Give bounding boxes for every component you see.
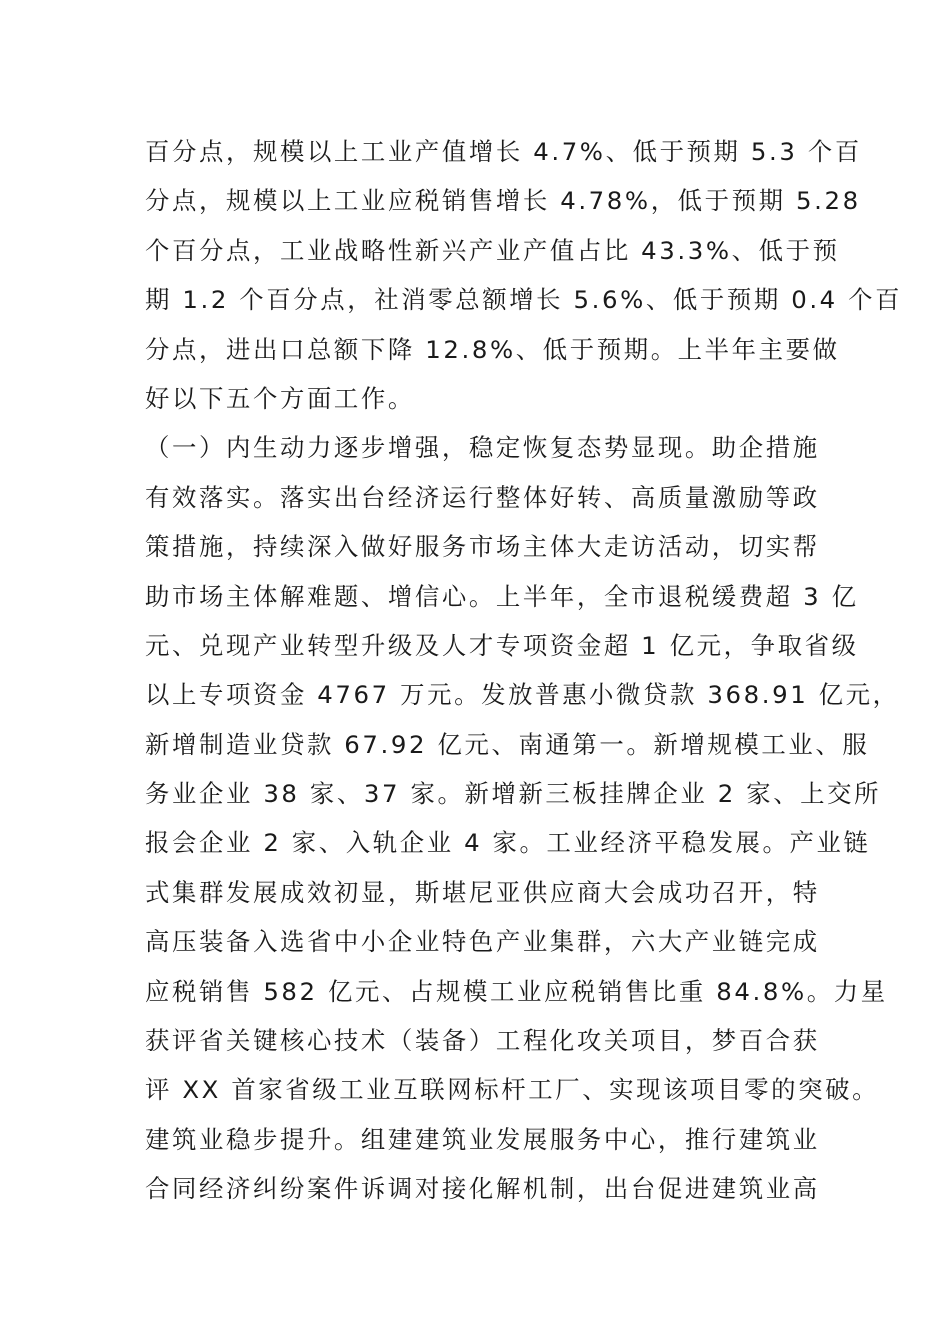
text-line: 分点，进出口总额下降 12.8%、低于预期。上半年主要做 [145, 334, 840, 364]
text-line: 务业企业 38 家、37 家。新增新三板挂牌企业 2 家、上交所 [145, 779, 882, 809]
text-line: 个百分点，工业战略性新兴产业产值占比 43.3%、低于预 [145, 235, 840, 265]
text-line: 有效落实。落实出台经济运行整体好转、高质量激励等政 [145, 482, 820, 512]
section-heading-line: （一）内生动力逐步增强，稳定恢复态势显现。助企措施 [145, 433, 820, 463]
text-line: 好以下五个方面工作。 [145, 383, 415, 413]
text-line: 获评省关键核心技术（装备）工程化攻关项目，梦百合获 [145, 1026, 820, 1056]
text-line: 百分点，规模以上工业产值增长 4.7%、低于预期 5.3 个百 [145, 137, 862, 166]
text-line: 元、兑现产业转型升级及人才专项资金超 1 亿元，争取省级 [145, 630, 859, 660]
text-line: 应税销售 582 亿元、占规模工业应税销售比重 84.8%。力星 [145, 976, 888, 1006]
text-line: 策措施，持续深入做好服务市场主体大走访活动，切实帮 [145, 532, 820, 562]
text-line: 高压装备入选省中小企业特色产业集群，六大产业链完成 [145, 927, 820, 957]
text-line: 期 1.2 个百分点，社消零总额增长 5.6%、低于预期 0.4 个百 [145, 285, 903, 315]
text-line: 式集群发展成效初显，斯堪尼亚供应商大会成功召开，特 [145, 877, 820, 907]
text-line: 报会企业 2 家、入轨企业 4 家。工业经济平稳发展。产业链 [145, 828, 871, 858]
text-line: 评 XX 首家省级工业互联网标杆工厂、实现该项目零的突破。 [145, 1075, 880, 1105]
text-line: 新增制造业贷款 67.92 亿元、南通第一。新增规模工业、服 [145, 729, 870, 759]
text-line: 建筑业稳步提升。组建建筑业发展服务中心，推行建筑业 [145, 1124, 820, 1154]
text-line: 分点，规模以上工业应税销售增长 4.78%，低于预期 5.28 [145, 186, 861, 216]
body-text [145, 127, 903, 1214]
text-line: 合同经济纠纷案件诉调对接化解机制，出台促进建筑业高 [145, 1174, 820, 1204]
text-line: 以上专项资金 4767 万元。发放普惠小微贷款 368.91 亿元， [145, 680, 900, 710]
text-line: 助市场主体解难题、增信心。上半年，全市退税缓费超 3 亿 [145, 581, 859, 611]
